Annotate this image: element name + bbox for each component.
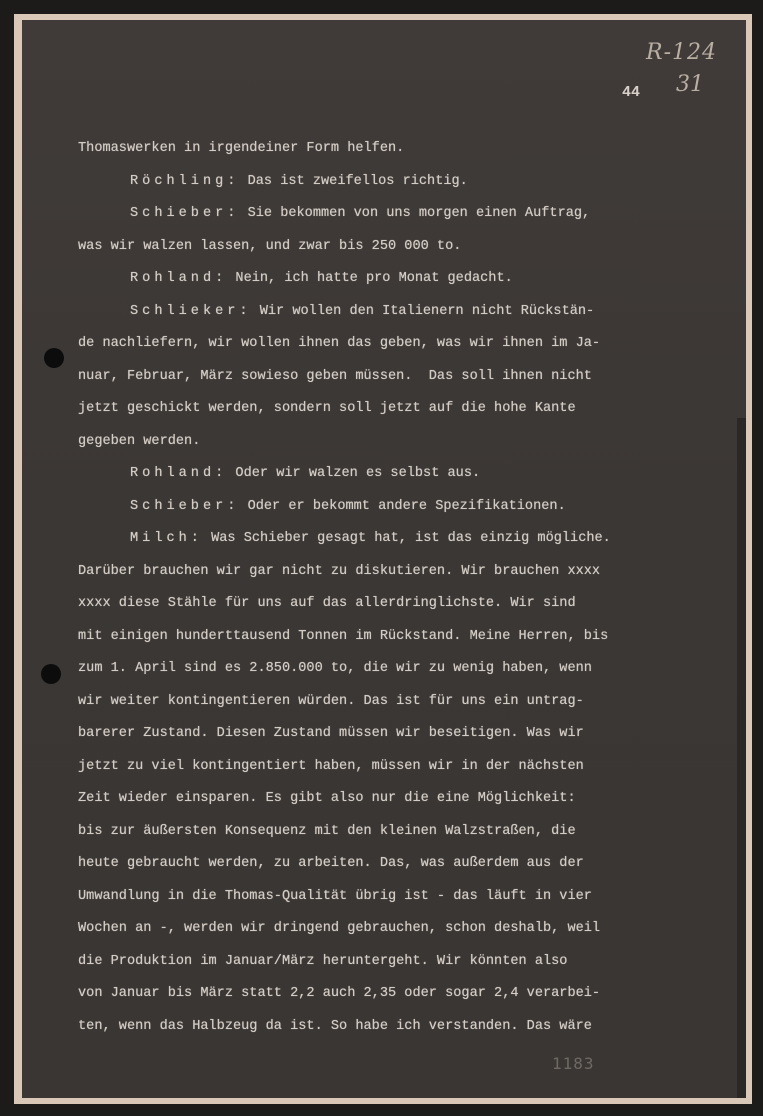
text-line [78, 881, 684, 914]
text-line [78, 133, 684, 166]
text-line [78, 621, 684, 654]
text-line [78, 556, 684, 589]
line-text: Darüber brauchen wir gar nicht zu diskutieren. Wir brauchen xxxx [78, 563, 601, 579]
line-text: bis zur äußersten Konsequenz mit den kleinen Walzstraßen, die [78, 823, 576, 839]
text-line [78, 491, 684, 524]
line-text: jetzt geschickt werden, sondern soll jetzt auf die hohe Kante [78, 401, 576, 416]
line-speaker: Schlieker: [130, 303, 252, 319]
line-text: Wochen an -, werden wir dringend gebrauchen, schon deshalb, weil [78, 921, 601, 936]
text-line [78, 686, 684, 719]
line-text: gegeben werden. [78, 433, 201, 449]
line-text: Das ist zweifellos richtig. [239, 173, 468, 189]
line-text: Oder wir walzen es selbst aus. [227, 466, 481, 481]
text-line [78, 913, 684, 946]
line-text: xxxx diese Stähle für uns auf das allerdringlichste. Wir sind [78, 596, 576, 611]
typescript-body [78, 133, 684, 1043]
line-text: barerer Zustand. Diesen Zustand müssen wir beseitigen. Was wir [78, 726, 584, 741]
text-line [78, 166, 684, 199]
paper-fold-shadow [737, 418, 746, 1098]
text-line [78, 328, 684, 361]
line-text: Was Schieber gesagt hat, ist das einzig mögliche. [202, 531, 611, 546]
page-number: 44 [622, 84, 641, 101]
line-speaker: Milch: [130, 531, 203, 546]
text-line [78, 263, 684, 296]
text-line [78, 231, 684, 264]
line-text: Sie bekommen von uns morgen einen Auftrag, [239, 206, 591, 221]
line-text: wir weiter kontingentieren würden. Das ist für uns ein untrag- [78, 693, 584, 709]
text-line [78, 198, 684, 231]
punch-hole-top [44, 348, 64, 368]
line-text: von Januar bis März statt 2,2 auch 2,35 oder sogar 2,4 verarbei- [78, 986, 601, 1001]
text-line [78, 426, 684, 459]
line-text: mit einigen hunderttausend Tonnen im Rückstand. Meine Herren, bis [78, 628, 609, 644]
line-text: ten, wenn das Halbzeug da ist. So habe ich verstanden. Das wäre [78, 1018, 592, 1034]
line-text: jetzt zu viel kontingentiert haben, müssen wir in der nächsten [78, 758, 584, 774]
text-line [78, 751, 684, 784]
text-line [78, 296, 684, 329]
handwritten-number: 31 [676, 72, 704, 97]
line-text: Oder er bekommt andere Spezifikationen. [239, 498, 566, 514]
line-text: Nein, ich hatte pro Monat gedacht. [227, 271, 513, 286]
text-line [78, 718, 684, 751]
line-speaker: Schieber: [130, 206, 240, 221]
line-text: zum 1. April sind es 2.850.000 to, die wir zu wenig haben, wenn [78, 661, 592, 676]
line-text: de nachliefern, wir wollen ihnen das geben, was wir ihnen im Ja- [78, 336, 601, 351]
text-line [78, 361, 684, 394]
line-speaker: Röchling: [130, 173, 240, 189]
line-text: nuar, Februar, März sowieso geben müssen. Das soll ihnen nicht [78, 368, 592, 384]
line-text: was wir walzen lassen, und zwar bis 250 000 to. [78, 238, 462, 254]
line-text: die Produktion im Januar/März heruntergeht. Wir könnten also [78, 953, 568, 969]
footer-stamp: 1183 [552, 1054, 595, 1073]
line-speaker: Rohland: [130, 271, 228, 286]
line-text: Umwandlung in die Thomas-Qualität übrig ist - das läuft in vier [78, 888, 592, 904]
line-speaker: Schieber: [130, 498, 240, 514]
text-line [78, 653, 684, 686]
line-text: Thomaswerken in irgendeiner Form helfen. [78, 141, 405, 156]
text-line [78, 458, 684, 491]
handwritten-reference: R-124 [646, 40, 717, 65]
punch-hole-bottom [41, 664, 61, 684]
text-line [78, 1011, 684, 1044]
text-line [78, 783, 684, 816]
line-text: Wir wollen den Italienern nicht Rückstän- [251, 303, 595, 319]
line-speaker: Rohland: [130, 466, 228, 481]
text-line [78, 816, 684, 849]
text-line [78, 588, 684, 621]
text-line [78, 393, 684, 426]
text-line [78, 848, 684, 881]
text-line [78, 978, 684, 1011]
line-text: Zeit wieder einsparen. Es gibt also nur die eine Möglichkeit: [78, 791, 576, 806]
text-line [78, 523, 684, 556]
text-line [78, 946, 684, 979]
line-text: heute gebraucht werden, zu arbeiten. Das, was außerdem aus der [78, 856, 584, 871]
